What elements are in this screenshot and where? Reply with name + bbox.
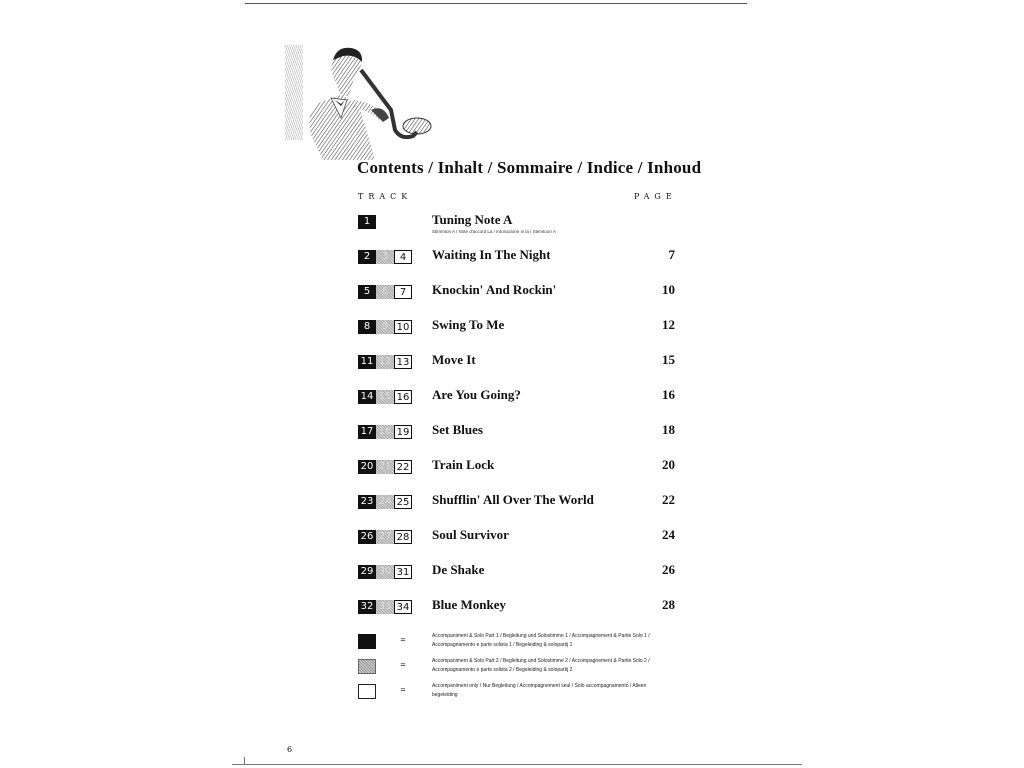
black-swatch [358,634,376,649]
contents-entry [0,492,1024,514]
track-accomp: 4 [394,250,412,264]
track-boxes [358,320,412,334]
track-full: 14 [358,390,376,404]
contents-entry [0,562,1024,584]
track-title: Blue Monkey [432,597,507,612]
track-boxes [358,355,412,369]
track-full: 20 [358,460,376,474]
page-number: 28 [662,597,675,612]
track-full: 2 [358,250,376,264]
track-boxes [358,565,412,579]
page-number: 7 [668,247,675,262]
top-rule [245,3,747,4]
track-title: Are You Going? [432,387,521,402]
track-solo: 33 [376,600,394,614]
track-column-label: TRACK [358,192,413,201]
contents-heading: Contents / Inhalt / Sommaire / Indice / Inhoud [357,158,702,177]
track-accomp: 28 [394,530,412,544]
page-number: 18 [662,422,675,437]
legend-equals: = [400,661,406,669]
track-accomp: 25 [394,495,412,509]
track-boxes [358,425,412,439]
track-full: 17 [358,425,376,439]
contents-entry [0,247,1024,269]
track-accomp: 7 [394,285,412,299]
track-solo: 3 [376,250,394,264]
legend-text: Accompaniment only / Nur Begleitung / Accompagnement seul / Solo accompagnamento / Alleen begeleiding [432,683,647,698]
legend-item [0,682,1024,704]
track-accomp: 10 [394,320,412,334]
contents-entry [0,317,1024,339]
track-full: 29 [358,565,376,579]
contents-entry [0,352,1024,374]
track-boxes [358,250,412,264]
track-full: 1 [358,215,376,229]
grey-swatch [358,659,376,674]
track-boxes [358,215,376,229]
track-solo: 24 [376,495,394,509]
track-title: Swing To Me [432,317,505,332]
track-full: 26 [358,530,376,544]
white-swatch [358,684,376,699]
track-boxes [358,495,412,509]
track-title: Train Lock [432,457,495,472]
legend-text: Accompaniment & Solo Part 1 / Begleitung und Solostimme 1 / Accompagnement & Partie Solo 1 / Accompagnamento e parte solista 1 / Begeleiding & solopartij 1 [432,633,650,648]
track-full: 5 [358,285,376,299]
page-number: 20 [662,457,675,472]
contents-entry [0,597,1024,619]
track-title: Knockin' And Rockin' [432,282,557,297]
track-solo: 27 [376,530,394,544]
legend-text: Accompaniment & Solo Part 2 / Begleitung und Solostimme 2 / Accompagnement & Partie Solo 2 / Accompagnamento e parte solista 2 / Begeleiding & solopartij 2 [432,658,650,673]
track-accomp: 31 [394,565,412,579]
track-title: De Shake [432,562,485,577]
track-full: 23 [358,495,376,509]
track-title: Soul Survivor [432,527,509,542]
saxophone-player-illustration [283,40,433,160]
track-title: Shufflin' All Over The World [432,492,594,507]
legend-item [0,657,1024,679]
track-boxes [358,530,412,544]
track-accomp: 34 [394,600,412,614]
page-number: 26 [662,562,675,577]
track-accomp: 22 [394,460,412,474]
contents-entry [0,387,1024,409]
track-solo: 21 [376,460,394,474]
contents-entry [0,527,1024,549]
contents-entry [0,422,1024,444]
track-title: Set Blues [432,422,483,437]
track-solo: 6 [376,285,394,299]
tuning-subtitle: Stimmton A / Note d'accord La / Intonazione in la / Stemtoon A [432,229,556,234]
track-solo: 9 [376,320,394,334]
track-solo: 30 [376,565,394,579]
track-title: Waiting In The Night [432,247,551,262]
track-solo: 12 [376,355,394,369]
track-boxes [358,390,412,404]
track-solo: 18 [376,425,394,439]
tuning-note-row [0,212,1024,234]
page-number: 15 [662,352,675,367]
page-number: 10 [662,282,675,297]
track-boxes [358,285,412,299]
track-accomp: 16 [394,390,412,404]
page-number: 22 [662,492,675,507]
track-boxes [358,460,412,474]
track-full: 11 [358,355,376,369]
track-solo: 15 [376,390,394,404]
legend-equals: = [400,686,406,694]
contents-entry [0,457,1024,479]
track-accomp: 13 [394,355,412,369]
contents-entry [0,282,1024,304]
track-title: Tuning Note A [432,212,513,227]
page-number: 24 [662,527,675,542]
track-title: Move It [432,352,476,367]
legend-item [0,632,1024,654]
track-full: 32 [358,600,376,614]
page-number: 16 [662,387,675,402]
page-number: 12 [662,317,675,332]
track-accomp: 19 [394,425,412,439]
track-boxes [358,600,412,614]
bottom-rule [232,764,802,765]
page-footer-number: 6 [287,745,293,754]
track-full: 8 [358,320,376,334]
page-column-label: PAGE [634,192,677,201]
legend-equals: = [400,636,406,644]
